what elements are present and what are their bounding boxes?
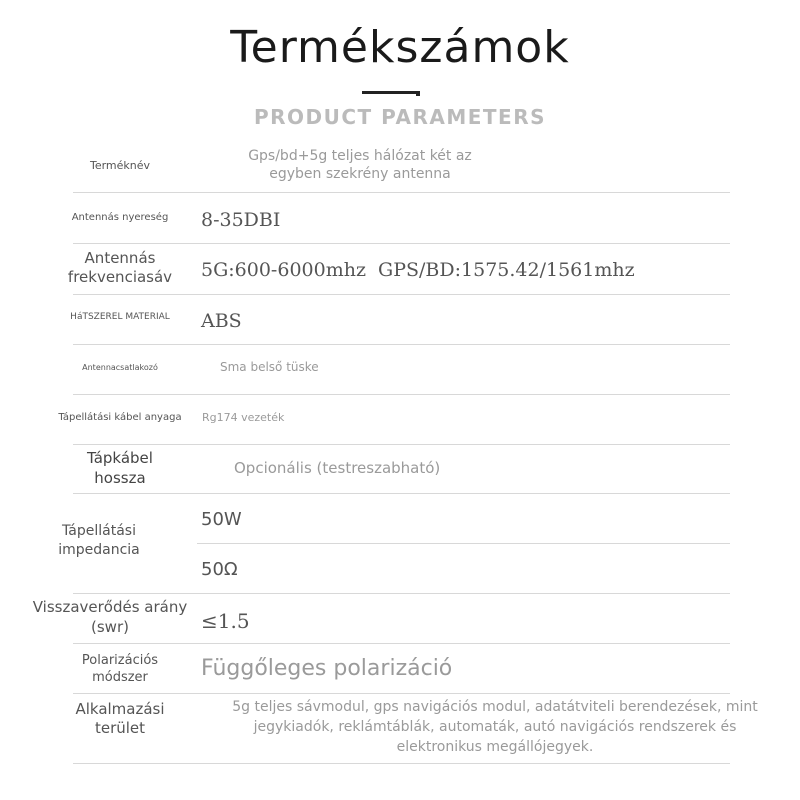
- row-divider: [73, 643, 730, 644]
- cable-material-label: Tápellátási kábel anyaga: [58, 412, 182, 423]
- frequency-value: 5G:600-6000mhz GPS/BD:1575.42/1561mhz: [201, 259, 635, 281]
- application-label-line1: Alkalmazási: [75, 700, 165, 718]
- row-divider: [73, 493, 730, 494]
- polarization-value: Függőleges polarizáció: [201, 656, 453, 681]
- connector-value: Sma belső tüske: [220, 360, 319, 374]
- row-divider: [73, 763, 730, 764]
- material-label: HáTSZEREL MATERIAL: [70, 312, 170, 322]
- application-label-line2: terület: [94, 719, 146, 737]
- product-name-label: Terméknév: [89, 159, 151, 172]
- title-underline-dot: [416, 92, 420, 96]
- application-value-line3: elektronikus megállójegyek.: [396, 739, 594, 755]
- row-divider: [197, 543, 730, 544]
- swr-label-line1: Visszaverődés arány: [32, 598, 188, 616]
- title-underline: [362, 91, 420, 94]
- page-subtitle: PRODUCT PARAMETERS: [253, 105, 547, 129]
- swr-value: ≤1.5: [201, 609, 250, 633]
- connector-label: Antennacsatlakozó: [82, 363, 158, 372]
- frequency-label-line2: frekvenciasáv: [67, 268, 173, 286]
- cable-length-label-line2: hossza: [94, 469, 146, 487]
- impedance-label-line1: Tápellátási: [62, 523, 136, 539]
- cable-length-value: Opcionális (testreszabható): [234, 459, 441, 477]
- product-name-value-line1: Gps/bd+5g teljes hálózat két az: [248, 148, 472, 164]
- antenna-gain-value: 8-35DBI: [201, 209, 281, 231]
- application-value-line1: 5g teljes sávmodul, gps navigációs modul, adatátviteli berendezések, mint: [232, 699, 758, 715]
- impedance-label-line2: impedancia: [58, 542, 140, 558]
- polarization-label-line2: módszer: [92, 670, 148, 685]
- antenna-gain-label: Antennás nyereség: [71, 212, 169, 223]
- row-divider: [73, 593, 730, 594]
- impedance-value-2: 50Ω: [201, 559, 238, 580]
- swr-label-line2: (swr): [91, 618, 129, 636]
- polarization-label-line1: Polarizációs: [81, 653, 159, 668]
- row-divider: [73, 444, 730, 445]
- page-title: Termékszámok: [230, 22, 570, 73]
- frequency-label-line1: Antennás: [84, 249, 156, 267]
- row-divider: [73, 344, 730, 345]
- row-divider: [73, 693, 730, 694]
- row-divider: [73, 192, 730, 193]
- product-name-value-line2: egyben szekrény antenna: [269, 166, 451, 182]
- cable-material-value: Rg174 vezeték: [202, 411, 285, 424]
- row-divider: [73, 394, 730, 395]
- row-divider: [73, 294, 730, 295]
- impedance-value-1: 50W: [201, 509, 242, 530]
- row-divider: [73, 243, 730, 244]
- application-value-line2: jegykiadók, reklámtáblák, automaták, autó navigációs rendszerek és: [253, 719, 737, 735]
- cable-length-label-line1: Tápkábel: [87, 449, 153, 467]
- material-value: ABS: [201, 310, 242, 332]
